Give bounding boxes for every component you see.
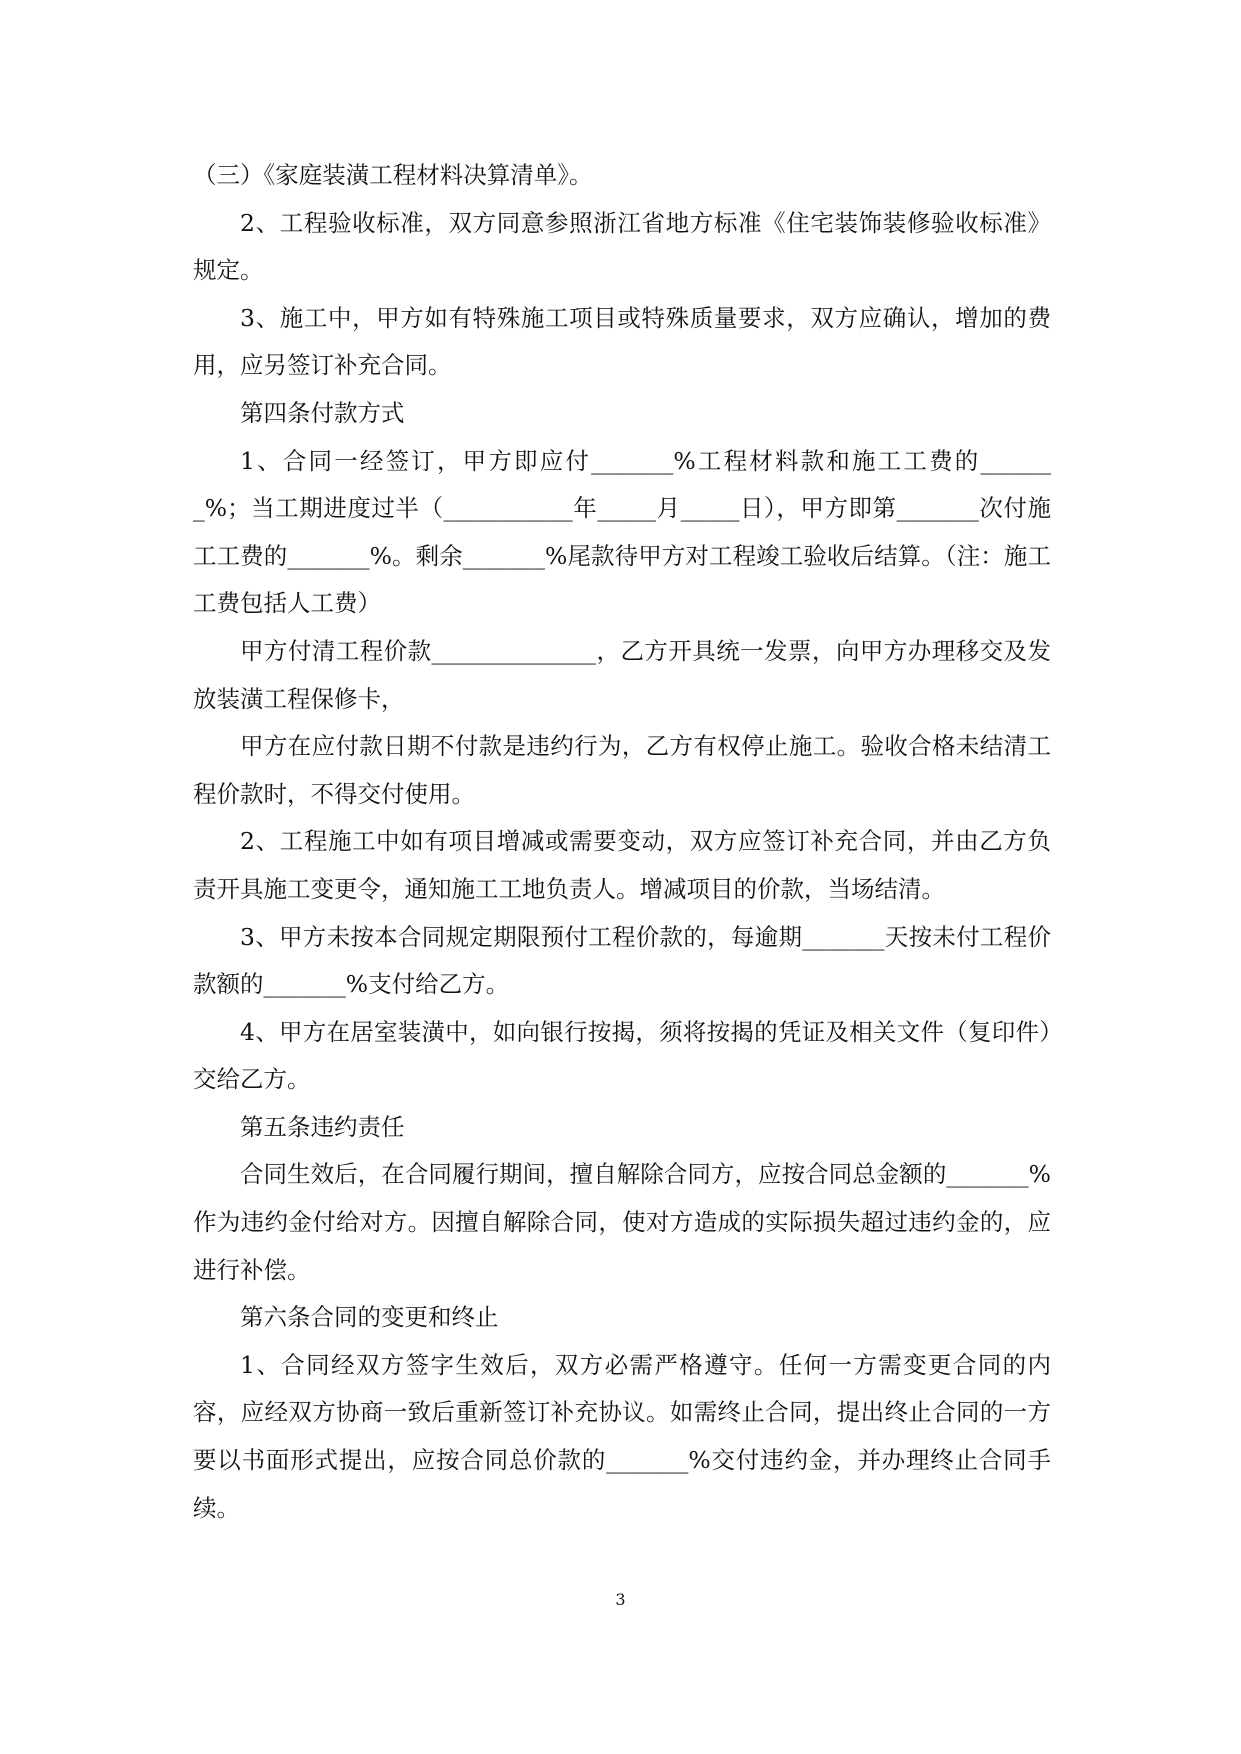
section-heading-payment: 第四条付款方式 (240, 398, 405, 427)
section-heading-termination: 第六条合同的变更和终止 (240, 1303, 499, 1332)
section-heading-liability: 第五条违约责任 (240, 1112, 405, 1141)
special-project-clause: 3、施工中，甲方如有特殊施工项目或特殊质量要求，双方应确认，增加的费用，应另签订补充合同。 (193, 303, 1051, 380)
overdue-penalty-clause: 3、甲方未按本合同规定期限预付工程价款的，每逾期_______天按未付工程价款额的_______%支付给乙方。 (193, 922, 1051, 999)
termination-clause: 1、合同经双方签字生效后，双方必需严格遵守。任何一方需变更合同的内容，应经双方协商一致后重新签订补充协议。如需终止合同，提出终止合同的一方要以书面形式提出，应按合同总价款的_______%交付违约金，并办理终止合同手续。 (193, 1350, 1051, 1522)
acceptance-standard-clause: 2、工程验收标准，双方同意参照浙江省地方标准《住宅装饰装修验收标准》规定。 (193, 208, 1051, 285)
mortgage-clause: 4、甲方在居室装潢中，如向银行按揭，须将按揭的凭证及相关文件（复印件）交给乙方。 (193, 1017, 1051, 1094)
payment-schedule-clause: 1、合同一经签订，甲方即应付_______%工程材料款和施工工费的_______%；当工期进度过半（___________年_____月_____日），甲方即第_______次付施工工费的_______%。剩余_______%尾款待甲方对工程竣工验收后结算。（注：施工工费包括人工费） (193, 446, 1051, 618)
change-order-clause: 2、工程施工中如有项目增减或需要变动，双方应签订补充合同，并由乙方负责开具施工变更令，通知施工工地负责人。增减项目的价款，当场结清。 (193, 827, 1051, 903)
material-list-item: （三）《家庭装潢工程材料决算清单》。 (193, 161, 593, 189)
page-number: 3 (615, 1590, 626, 1609)
late-payment-clause: 甲方在应付款日期不付款是违约行为，乙方有权停止施工。验收合格未结清工程价款时，不得交付使用。 (193, 732, 1051, 808)
final-payment-clause: 甲方付清工程价款______________，乙方开具统一发票，向甲方办理移交及发放装潢工程保修卡， (193, 636, 1051, 713)
breach-penalty-clause: 合同生效后，在合同履行期间，擅自解除合同方，应按合同总金额的_______%作为违约金付给对方。因擅自解除合同，使对方造成的实际损失超过违约金的，应进行补偿。 (193, 1160, 1051, 1284)
document-body (193, 152, 1051, 1532)
